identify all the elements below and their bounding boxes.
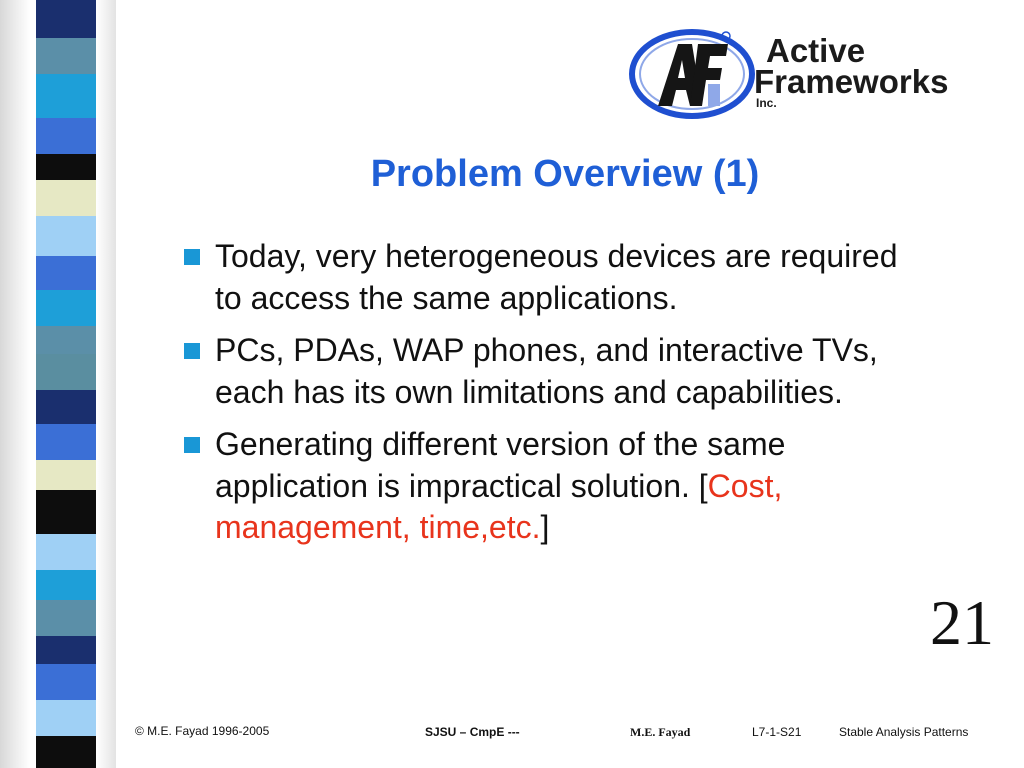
stripe-block — [36, 0, 96, 38]
slide-number: 21 — [930, 587, 994, 658]
stripe-block — [36, 636, 96, 664]
logo-text-inc: Inc. — [756, 96, 777, 110]
stripe-block — [36, 700, 96, 736]
square-bullet-icon — [184, 437, 200, 453]
bullet-list — [183, 236, 923, 560]
stripe-block — [36, 460, 96, 490]
bullet-text-3-highlight: Cost, management, time,etc. — [215, 467, 783, 545]
bullet-text-1: Today, very heterogeneous devices are required to access the same applications. — [215, 238, 898, 316]
footer-course-name: Stable Analysis Patterns — [839, 725, 969, 739]
stripe-block — [36, 118, 96, 154]
stripe-block — [36, 570, 96, 600]
stripe-block — [36, 154, 96, 180]
logo-text-frameworks: Frameworks — [754, 63, 949, 100]
slide-title: Problem Overview (1) — [370, 153, 760, 195]
footer-copyright: © M.E. Fayad 1996-2005 — [135, 724, 270, 738]
stripe-block — [36, 256, 96, 290]
bullet-text-3-start: Generating different version of the same application is impractical solution. [ — [215, 426, 786, 504]
stripe-block — [36, 600, 96, 636]
stripe-block — [36, 390, 96, 424]
footer-author: M.E. Fayad — [630, 725, 691, 739]
stripe-block — [36, 490, 96, 534]
left-decorative-band — [0, 0, 116, 768]
stripe-block — [36, 38, 96, 74]
bullet-text-2: PCs, PDAs, WAP phones, and interactive TVs, each has its own limitations and capabilities. — [215, 332, 878, 410]
bullet-item-2 — [183, 330, 923, 413]
square-bullet-icon — [184, 343, 200, 359]
stripe-block — [36, 216, 96, 256]
stripe-block — [36, 664, 96, 700]
stripe-block — [36, 180, 96, 216]
stripe-block — [36, 424, 96, 460]
stripe-block — [36, 290, 96, 326]
color-stripe — [36, 0, 96, 768]
square-bullet-icon — [184, 249, 200, 265]
bullet-item-3 — [183, 424, 923, 549]
stripe-block — [36, 326, 96, 354]
stripe-block — [36, 354, 96, 390]
bullet-item-1 — [183, 236, 923, 319]
active-frameworks-logo — [628, 26, 998, 126]
stripe-block — [36, 736, 96, 768]
stripe-block — [36, 74, 96, 118]
bullet-text-3-end: ] — [540, 509, 550, 545]
footer-slide-code: L7-1-S21 — [752, 725, 802, 739]
footer-sjsu: SJSU – CmpE --- — [425, 725, 520, 739]
logo-text-active: Active — [766, 32, 866, 69]
color-stripe-graphic — [36, 0, 96, 768]
stripe-block — [36, 534, 96, 570]
